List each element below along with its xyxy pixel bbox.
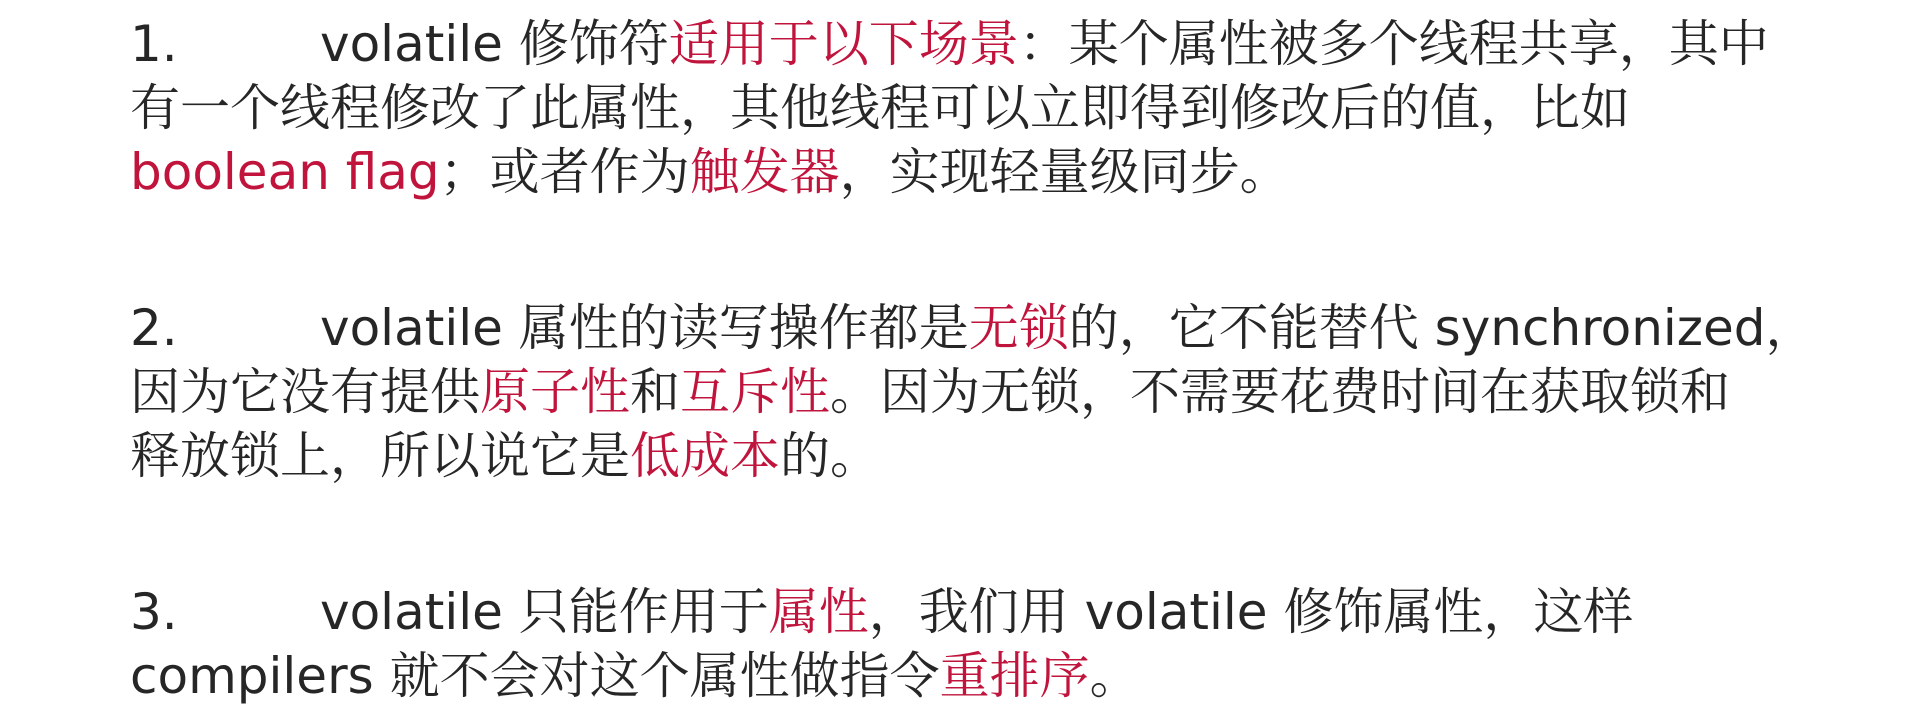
- highlight-segment: boolean flag: [130, 143, 440, 201]
- text-segment: volatile 属性的读写操作都是: [320, 299, 969, 357]
- text-segment: 和: [630, 363, 680, 421]
- point-2-line-2: [130, 360, 1890, 424]
- text-segment: 释放锁上，所以说它是: [130, 427, 630, 485]
- text-segment: 因为它没有提供: [130, 363, 480, 421]
- text-segment: 的。: [780, 427, 880, 485]
- point-1-number: 1.: [130, 15, 178, 73]
- text-segment: ，我们用 volatile 修饰属性，这样: [868, 583, 1634, 641]
- text-segment: ，实现轻量级同步。: [839, 143, 1290, 201]
- point-1-line-2: [130, 76, 1890, 140]
- point-2-line-3: [130, 424, 1890, 488]
- highlight-segment: 适用于以下场景: [668, 15, 1019, 73]
- point-2-line-1: [130, 296, 1890, 360]
- highlight-segment: 原子性: [480, 363, 630, 421]
- text-segment: 有一个线程修改了此属性，其他线程可以立即得到修改后的值，比如: [130, 79, 1630, 137]
- point-1: [130, 12, 1890, 204]
- highlight-segment: 无锁: [968, 299, 1069, 357]
- point-3-line-2: [130, 644, 1890, 708]
- point-1-line-3: [130, 140, 1890, 204]
- text-segment: volatile 修饰符: [320, 15, 669, 73]
- point-1-line-1: [130, 12, 1890, 76]
- text-segment: 。: [1089, 647, 1140, 705]
- highlight-segment: 触发器: [689, 143, 840, 201]
- text-segment: volatile 只能作用于: [320, 583, 769, 641]
- text-segment: compilers 就不会对这个属性做指令: [130, 647, 940, 705]
- highlight-segment: 属性: [768, 583, 869, 641]
- point-3-line-1: [130, 580, 1890, 644]
- text-segment: ；或者作为: [439, 143, 690, 201]
- point-2-number: 2.: [130, 299, 178, 357]
- text-segment: 的，它不能替代 synchronized，: [1068, 299, 1816, 357]
- highlight-segment: 低成本: [630, 427, 780, 485]
- text-segment: 。因为无锁，不需要花费时间在获取锁和: [830, 363, 1730, 421]
- point-2: [130, 296, 1890, 488]
- text-segment: ：某个属性被多个线程共享，其中: [1018, 15, 1769, 73]
- highlight-segment: 互斥性: [680, 363, 830, 421]
- point-3-number: 3.: [130, 583, 178, 641]
- point-3: [130, 580, 1890, 708]
- highlight-segment: 重排序: [939, 647, 1090, 705]
